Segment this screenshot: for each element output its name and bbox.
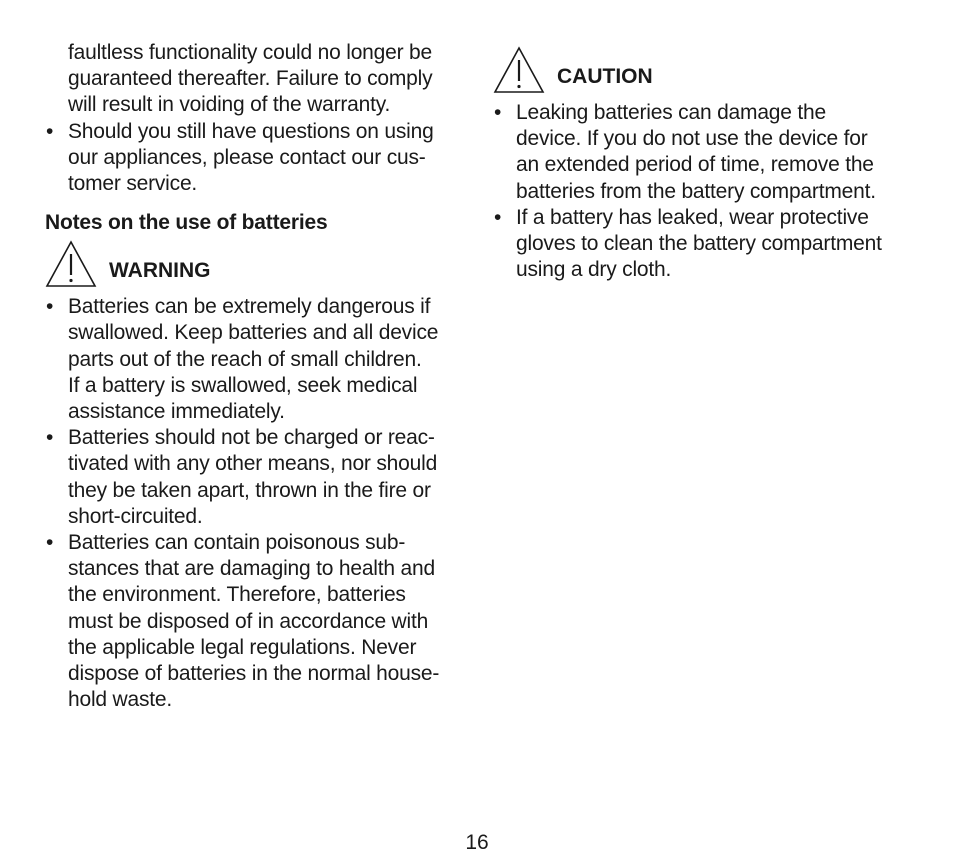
warning-bullet-item bbox=[45, 530, 465, 713]
text-line: If a battery has leaked, wear protective bbox=[516, 205, 869, 229]
text-line: device. If you do not use the device for bbox=[516, 127, 868, 151]
text-line: Leaking batteries can damage the bbox=[516, 101, 826, 124]
bullet-marker: • bbox=[46, 426, 54, 450]
caution-header bbox=[493, 44, 913, 94]
text-line: guaranteed thereafter. Failure to comply bbox=[68, 67, 433, 91]
section-heading: Notes on the use of batteries bbox=[45, 211, 328, 235]
bullet-marker: • bbox=[46, 119, 54, 143]
text-line: they be taken apart, thrown in the fire or bbox=[68, 478, 431, 502]
right-column bbox=[493, 40, 913, 283]
warning-triangle-icon bbox=[45, 240, 97, 288]
text-line: short-circuited. bbox=[68, 504, 203, 528]
caution-list bbox=[493, 100, 913, 283]
caution-bullet-item bbox=[493, 205, 913, 284]
text-line: our appliances, please contact our cus- bbox=[68, 145, 426, 169]
bullet-marker: • bbox=[494, 101, 502, 124]
page-number: 16 bbox=[465, 831, 489, 854]
text-line: parts out of the reach of small children. bbox=[68, 347, 422, 371]
bullet-marker: • bbox=[494, 205, 502, 229]
text-line: swallowed. Keep batteries and all device bbox=[68, 321, 439, 345]
warning-label: WARNING bbox=[109, 259, 211, 283]
warning-list bbox=[45, 294, 465, 713]
text-line: the environment. Therefore, batteries bbox=[68, 583, 406, 607]
intro-bullet-item bbox=[45, 119, 465, 198]
text-line: stances that are damaging to health and bbox=[68, 557, 435, 581]
bullet-marker: • bbox=[46, 531, 54, 555]
bullet-marker: • bbox=[46, 295, 54, 319]
text-line: using a dry cloth. bbox=[516, 258, 672, 282]
caution-bullet-item bbox=[493, 100, 913, 205]
caution-triangle-icon bbox=[493, 46, 545, 94]
warning-bullet-item bbox=[45, 294, 465, 425]
text-line: assistance immediately. bbox=[68, 400, 285, 424]
text-line: hold waste. bbox=[68, 688, 173, 712]
text-line: If a battery is swallowed, seek medical bbox=[68, 373, 418, 397]
text-line: Batteries can contain poisonous sub- bbox=[68, 531, 406, 555]
text-line: faultless functionality could no longer be bbox=[68, 41, 433, 64]
text-line: the applicable legal regulations. Never bbox=[68, 635, 417, 659]
text-line: gloves to clean the battery compartment bbox=[516, 232, 882, 256]
text-line: dispose of batteries in the normal house- bbox=[68, 662, 440, 686]
text-line: Batteries can be extremely dangerous if bbox=[68, 295, 431, 319]
text-line: must be disposed of in accordance with bbox=[68, 609, 429, 633]
text-line: Should you still have questions on using bbox=[68, 119, 434, 143]
left-column bbox=[45, 40, 465, 713]
warning-bullet-item bbox=[45, 425, 465, 530]
intro-paragraph bbox=[45, 40, 465, 119]
text-line: batteries from the battery compartment. bbox=[516, 179, 876, 203]
text-line: tomer service. bbox=[68, 172, 198, 196]
text-line: will result in voiding of the warranty. bbox=[68, 93, 391, 117]
text-line: an extended period of time, remove the bbox=[516, 153, 874, 177]
caution-label: CAUTION bbox=[557, 65, 653, 88]
warning-header bbox=[45, 238, 465, 288]
text-line: Batteries should not be charged or reac- bbox=[68, 426, 435, 450]
text-line: tivated with any other means, nor should bbox=[68, 452, 438, 476]
